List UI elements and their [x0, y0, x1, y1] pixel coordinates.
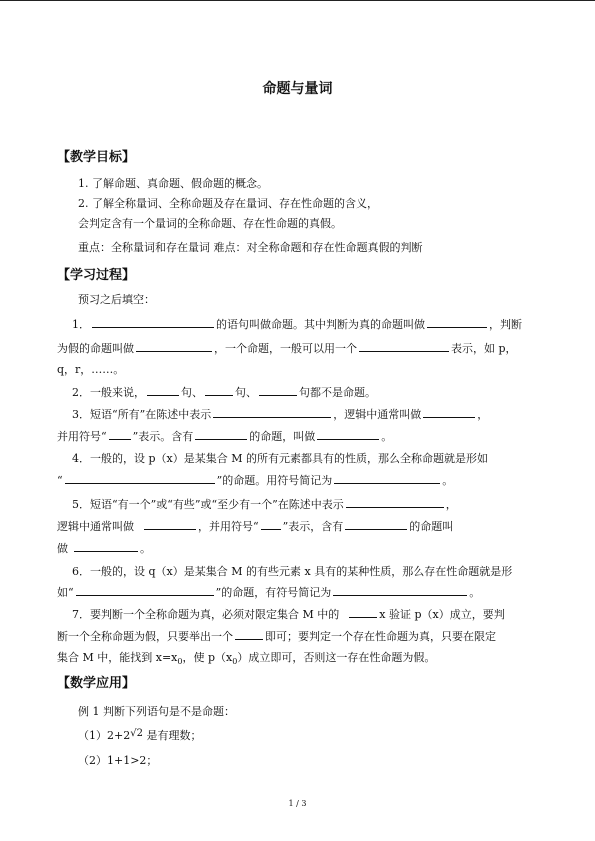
- process-item-6-line-2: 如“ ”的命题，有符号简记为 。: [57, 586, 481, 599]
- process-item-7-line-1: 7．要判断一个全称命题为真，必须对限定集合 M 中的 x 验证 p（x）成立，要判: [72, 608, 505, 621]
- page-title: 命题与量词: [262, 81, 333, 97]
- fill-blank: [317, 428, 379, 440]
- fill-blank: [349, 606, 377, 618]
- process-item-4-line-1: 4．一般的，设 p（x）是某集合 M 的所有元素都具有的性质，那么全称命题就是形如: [72, 452, 488, 465]
- process-item-1-line-3: q，r，……。: [57, 363, 125, 376]
- sqrt-expression: √2: [130, 728, 143, 739]
- process-item-7-line-3: 集合 M 中，能找到 $x=x_0$，使 $p(x_0)$成立即可，否则这一存在性命题为假。: [57, 651, 436, 667]
- fill-blank: [259, 384, 297, 396]
- page-number: 1 / 3: [288, 799, 307, 808]
- fill-blank: [205, 384, 233, 396]
- fill-blank: [359, 340, 449, 352]
- top-rule: [0, 0, 595, 1]
- section-process-heading: 【学习过程】: [57, 268, 136, 283]
- fill-blank: [92, 316, 214, 328]
- fill-blank: [109, 428, 131, 440]
- process-item-3-line-2: 并用符号“ ”表示。含有 的命题，叫做 。: [57, 430, 393, 443]
- fill-blank: [147, 384, 179, 396]
- example-1-item-1: （1）2+2√2 是有理数；: [78, 728, 202, 742]
- fill-blank: [345, 518, 407, 530]
- goal-2: 2. 了解全称量词、全称命题及存在量词、存在性命题的含义，: [78, 197, 378, 210]
- fill-blank: [333, 584, 467, 596]
- fill-blank: [195, 428, 247, 440]
- process-intro: 预习之后填空：: [78, 293, 155, 306]
- fill-blank: [235, 628, 263, 640]
- process-item-6-line-1: 6．一般的，设 q（x）是某集合 M 的有些元素 x 具有的某种性质，那么存在性命题就是形: [72, 565, 513, 578]
- fill-blank: [213, 406, 331, 418]
- fill-blank: [346, 496, 444, 508]
- goal-3: 会判定含有一个量词的全称命题、存在性命题的真假。: [78, 217, 342, 230]
- fill-blank: [144, 518, 196, 530]
- process-item-5-line-3: 做 。: [57, 542, 151, 555]
- section-application-heading: 【数学应用】: [57, 676, 136, 691]
- fill-blank: [136, 340, 212, 352]
- process-item-3-line-1: 3．短语“所有”在陈述中表示 ，逻辑中通常叫做 ，: [72, 408, 489, 421]
- fill-blank: [76, 584, 214, 596]
- fill-blank: [65, 472, 215, 484]
- fill-blank: [423, 406, 475, 418]
- example-1-item-2: （2）1+1>2；: [78, 754, 158, 767]
- process-item-1-line-1: 1． 的语句叫做命题。其中判断为真的命题叫做 ，判断: [72, 318, 522, 331]
- fill-blank: [261, 518, 281, 530]
- process-item-5-line-2: 逻辑中通常叫做 ，并用符号“ ”表示，含有 的命题叫: [57, 520, 454, 533]
- fill-blank: [427, 316, 487, 328]
- goal-key-points: 重点：全称量词和存在量词 难点：对全称命题和存在性命题真假的判断: [78, 241, 423, 254]
- process-item-2: 2．一般来说， 句、 句、 句都不是命题。: [72, 386, 376, 399]
- goal-1: 1. 了解命题、真命题、假命题的概念。: [78, 177, 268, 190]
- fill-blank: [334, 472, 440, 484]
- process-item-4-line-2: “ ”的命题。用符号简记为 。: [57, 474, 454, 487]
- example-1-heading: 例 1 判断下列语句是不是命题：: [78, 705, 235, 718]
- process-item-7-line-2: 断一个全称命题为假，只要举出一个 即可；要判定一个存在性命题为真，只要在限定: [57, 630, 496, 643]
- section-goals-heading: 【教学目标】: [57, 150, 136, 165]
- process-item-5-line-1: 5．短语“有一个”或“有些”或“至少有一个”在陈述中表示 ，: [72, 498, 457, 511]
- process-item-1-line-2: 为假的命题叫做 ，一个命题，一般可以用一个 表示，如 p，: [57, 342, 517, 355]
- fill-blank: [74, 540, 138, 552]
